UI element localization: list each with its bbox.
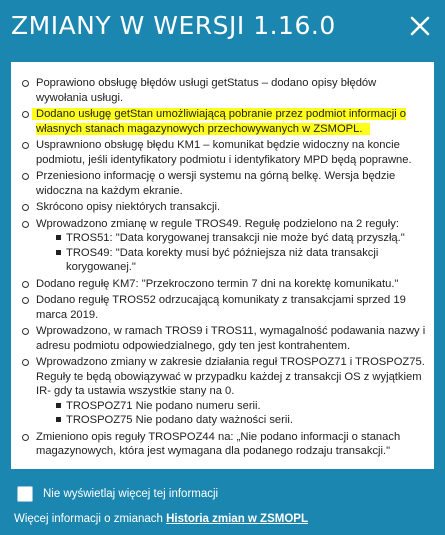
- sub-list-item: TROS49: "Data korekty musi być późniejsza niż data transakcji korygowanej.": [66, 246, 428, 275]
- list-item: Dodano regułę TROS52 odrzucającą komunikaty z transakcjami sprzed 19 marca 2019.: [36, 293, 428, 322]
- dialog-title: ZMIANY W WERSJI 1.16.0: [11, 11, 336, 40]
- list-item: Wprowadzono, w ramach TROS9 i TROS11, wymagalność podawania nazwy i adresu podmiotu odpowiedzialnego, gdy ten jest kontrahentem.: [36, 324, 428, 353]
- list-item: Dodano regułę KM7: "Przekroczono termin 7 dni na korektę komunikatu.": [36, 277, 428, 292]
- checkbox-label[interactable]: Nie wyświetlaj więcej tej informacji: [43, 488, 219, 500]
- history-link[interactable]: Historia zmian w ZSMOPL: [166, 513, 308, 525]
- trospoz-subrules: [36, 399, 428, 428]
- list-item: Zmieniono opis reguły TROSPOZ44 na: „Nie podano informacji o stanach magazynowych, która jest wymagana dla podanego rodzaju transakcji.": [36, 430, 428, 459]
- changes-list: [11, 62, 434, 459]
- list-item: Przeniesiono informację o wersji systemu na górną belkę. Wersja będzie widoczna na każdym ekranie.: [36, 169, 428, 198]
- list-item: Poprawiono obsługę błędów usługi getStatus – dodano opisy błędów wywołania usługi.: [36, 76, 428, 105]
- list-item: Usprawniono obsługę błędu KM1 – komunikat będzie widoczny na koncie podmiotu, jeśli identyfikatory podmiotu i identyfikatory MPD będą poprawne.: [36, 138, 428, 167]
- highlighted-text: Dodano usługę getStan umożliwiającą pobranie przez podmiot informacji o własnych stanach magazynowych przechowywanych w ZSMOPL.: [36, 108, 407, 135]
- more-info-text: Więcej informacji o zmianach: [14, 513, 163, 525]
- list-item: Skrócono opisy niektórych transakcji.: [36, 200, 428, 215]
- sub-list-item: TROSPOZ71 Nie podano numeru serii.: [66, 399, 428, 414]
- changelog-panel: [11, 62, 434, 469]
- more-info-row: [14, 513, 308, 525]
- close-icon[interactable]: [408, 14, 432, 38]
- dialog-titlebar: [0, 0, 445, 52]
- list-item: Wprowadzono zmianę w regule TROS49. Regułę podzielono na 2 reguły: TROS51: "Data korygowanej transakcji nie może być datą przyszłą." TROS49: "Data korekty musi być późniejsza niż data transakcji korygowanej.": [36, 217, 428, 275]
- tros49-subrules: [36, 231, 428, 275]
- list-item-highlighted: [36, 107, 428, 136]
- dont-show-again-row: [17, 485, 218, 503]
- sub-list-item: TROSPOZ75 Nie podano daty ważności serii.: [66, 413, 428, 428]
- sub-list-item: TROS51: "Data korygowanej transakcji nie może być datą przyszłą.": [66, 231, 428, 246]
- dont-show-again-checkbox[interactable]: [17, 486, 33, 502]
- list-item: Wprowadzono zmiany w zakresie działania reguł TROSPOZ71 i TROSPOZ75. Reguły te będą obowiązywać w przypadku każdej z transakcji OS z wyjątkiem IR- gdy ta ustawia wszystkie stany na 0. TROSPOZ71 Nie podano numeru serii. TROSPOZ75 Nie podano daty ważności serii.: [36, 355, 428, 428]
